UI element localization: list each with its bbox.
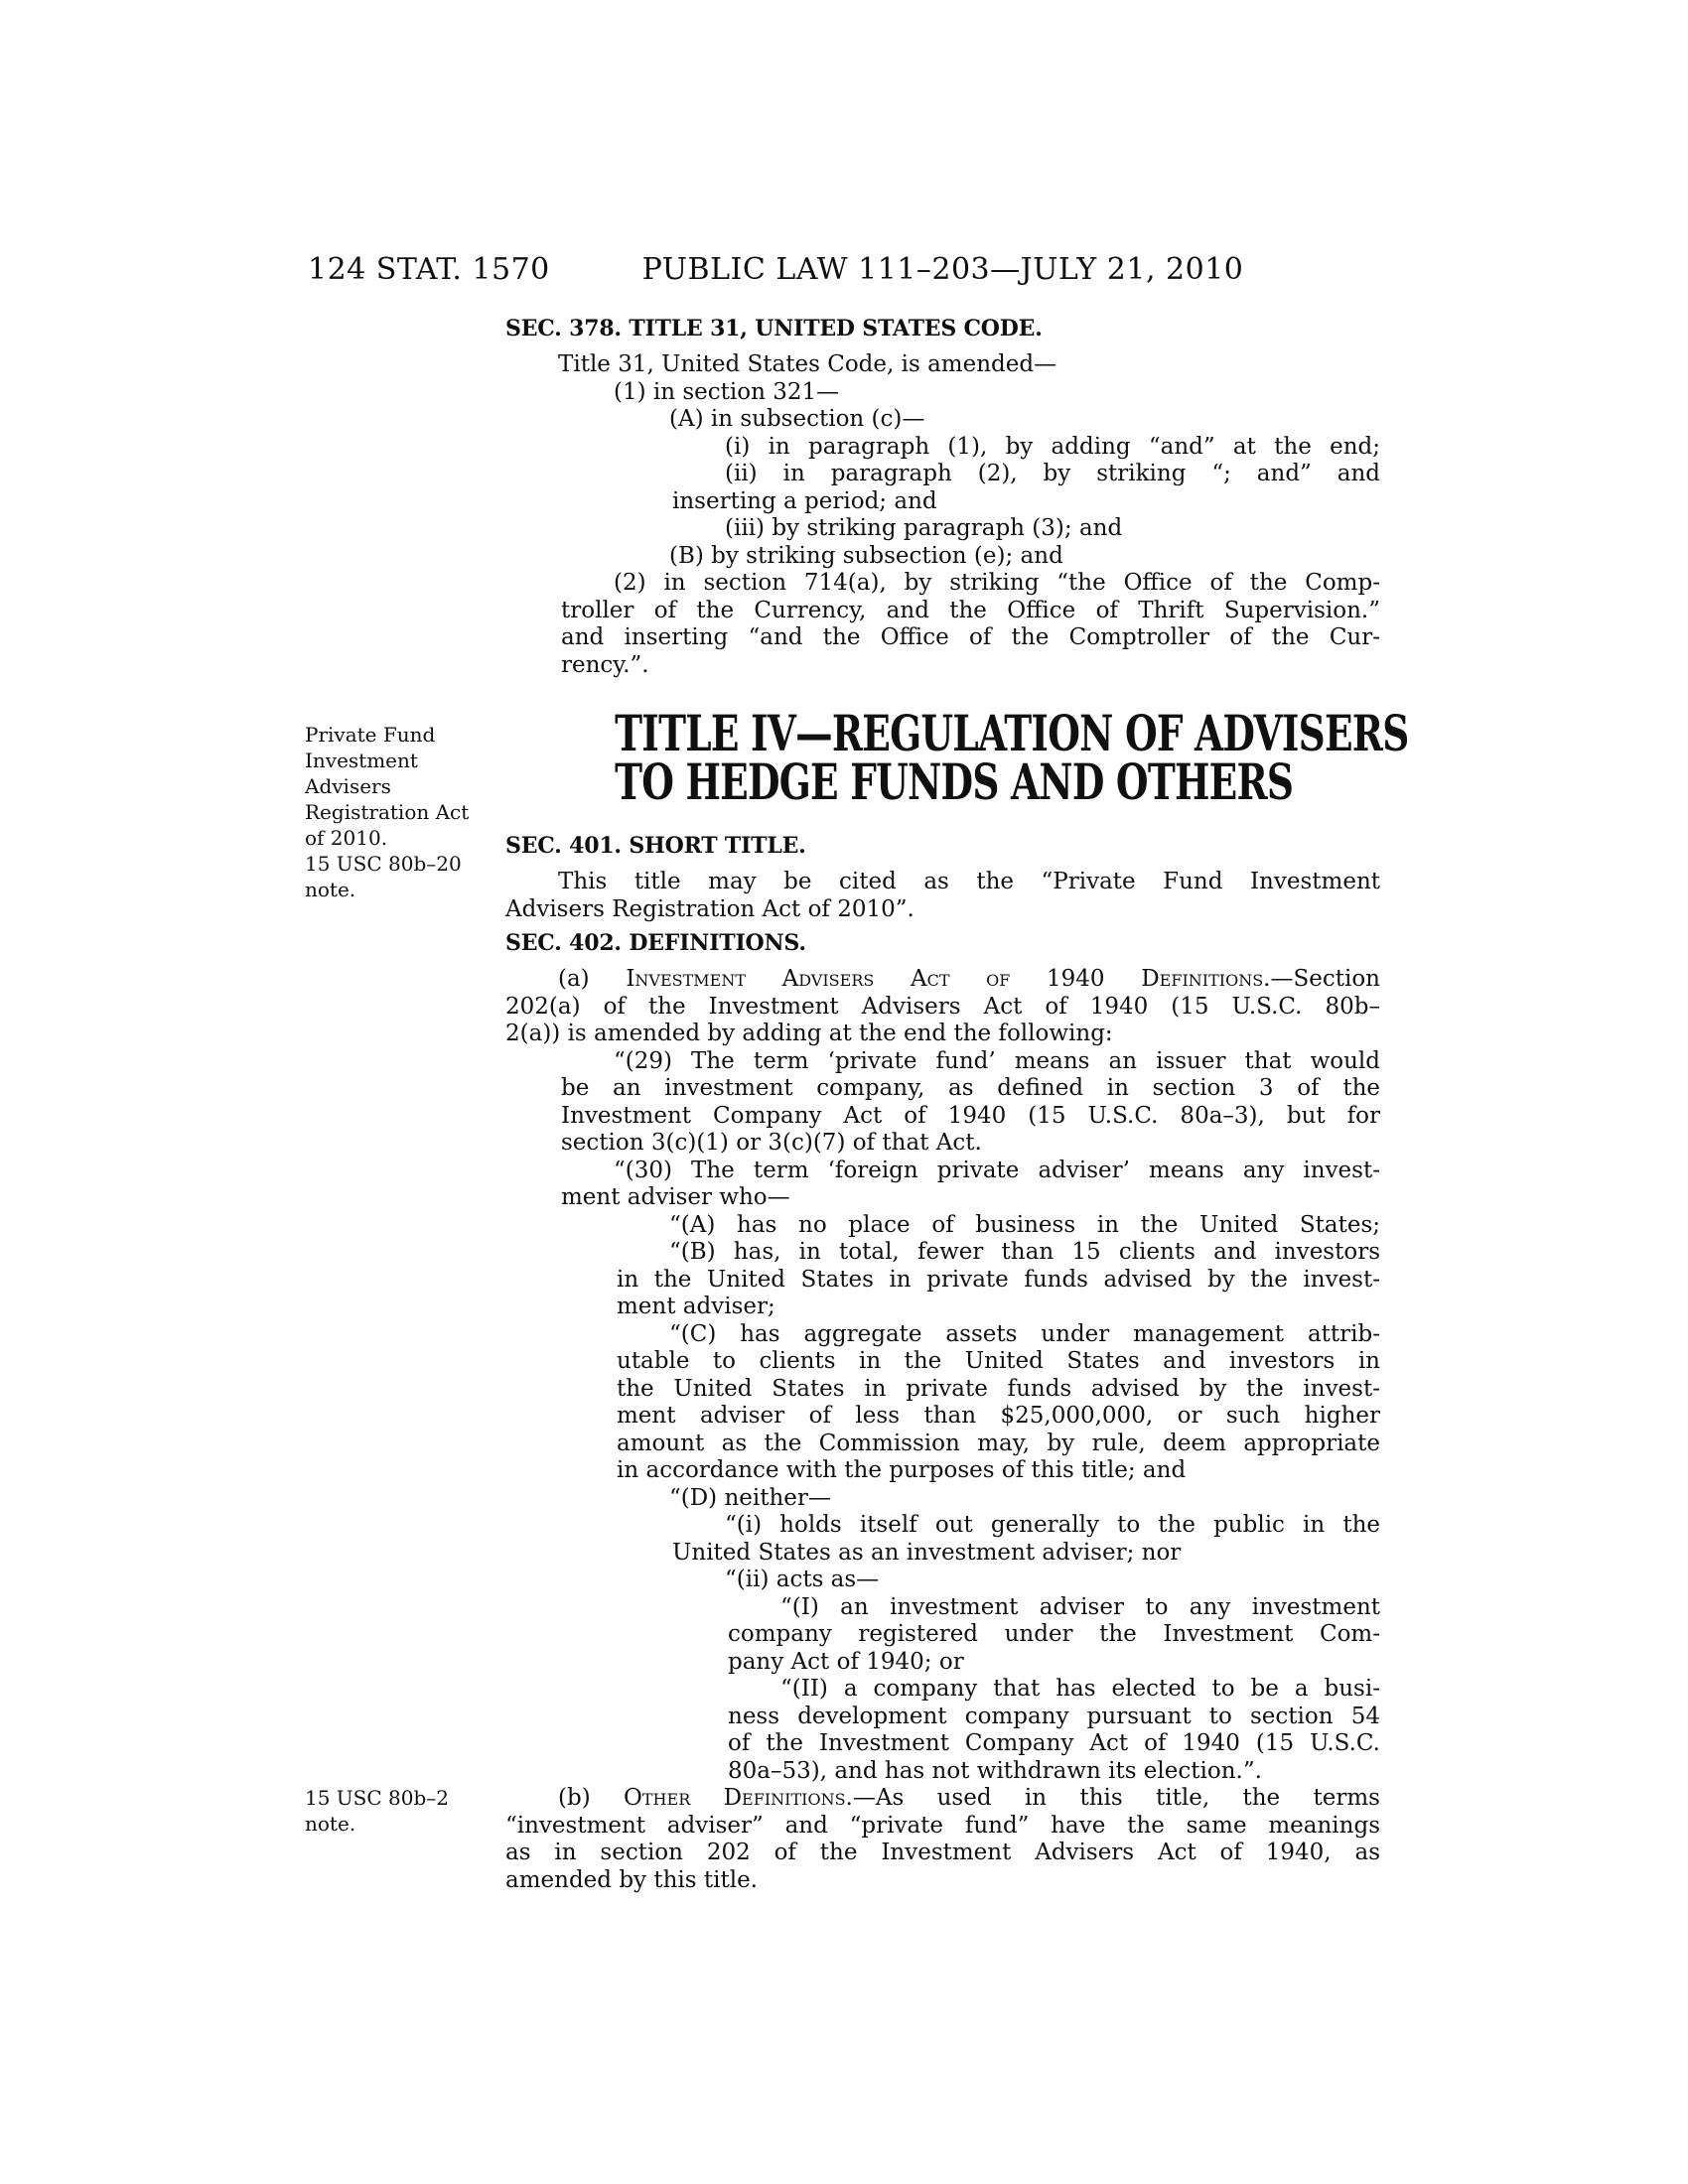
- text-line: (ii) in paragraph (2), by striking “; and” and: [725, 461, 1380, 486]
- text-line: company registered under the Investment Com-: [728, 1621, 1380, 1647]
- margin-note-line: note.: [305, 878, 356, 901]
- text-line: United States as an investment adviser; nor: [672, 1539, 1182, 1566]
- margin-note-usc-citation: [305, 1785, 489, 1837]
- text-line: Investment Company Act of 1940 (15 U.S.C. 80a–3), but for: [561, 1102, 1380, 1129]
- text-line: in the United States in private funds advised by the invest-: [617, 1266, 1380, 1293]
- text-line: This title may be cited as the “Private Fund Investment: [558, 869, 1380, 894]
- text-line: “(II) a company that has elected to be a busi-: [780, 1676, 1380, 1702]
- margin-note-line: Investment: [305, 749, 418, 772]
- small-caps-text: Other Definitions: [624, 1785, 846, 1811]
- text-line: rency.”.: [561, 651, 649, 678]
- text-line: section 3(c)(1) or 3(c)(7) of that Act.: [561, 1130, 982, 1156]
- text-line: pany Act of 1940; or: [728, 1648, 964, 1675]
- text-line: and inserting “and the Office of the Comptroller of the Cur-: [561, 624, 1380, 650]
- text-line: 2(a)) is amended by adding at the end the following:: [505, 1021, 1113, 1046]
- running-header-law: PUBLIC LAW 111–203—JULY 21, 2010: [641, 252, 1244, 287]
- text-line: utable to clients in the United States and investors in: [617, 1348, 1380, 1374]
- text-line: “(C) has aggregate assets under management attrib-: [669, 1320, 1380, 1347]
- margin-note-line: note.: [305, 1812, 356, 1836]
- text-line: “(A) has no place of business in the United States;: [669, 1211, 1380, 1238]
- page-number-stat: 124 STAT. 1570: [308, 252, 550, 287]
- text-line: “(ii) acts as—: [725, 1567, 880, 1592]
- title-heading: [505, 704, 1409, 811]
- section-heading: SEC. 402. DEFINITIONS.: [505, 930, 806, 956]
- text-line: the United States in private funds advised by the invest-: [617, 1375, 1380, 1402]
- text-line: amount as the Commission may, by rule, deem appropriate: [617, 1430, 1380, 1456]
- text-line: as in section 202 of the Investment Advisers Act of 1940, as: [505, 1840, 1380, 1865]
- text-line: [505, 966, 1380, 994]
- text-line: be an investment company, as defined in section 3 of the: [561, 1075, 1380, 1101]
- text-line: ness development company pursuant to section 54: [728, 1703, 1380, 1729]
- margin-note-line: 15 USC 80b–20: [305, 852, 462, 876]
- text-line: (B) by striking subsection (e); and: [669, 542, 1063, 569]
- text-line: [505, 1785, 1380, 1813]
- text-line: Title 31, United States Code, is amended—: [558, 351, 1057, 377]
- text-line: in accordance with the purposes of this title; and: [617, 1457, 1187, 1483]
- text-line: (A) in subsection (c)—: [669, 406, 925, 432]
- margin-note-line: Registration Act: [305, 800, 470, 824]
- title-line: TITLE IV—REGULATION OF ADVISERS: [615, 704, 1409, 762]
- text-line: “(I) an investment adviser to any investment: [780, 1593, 1380, 1620]
- text-line: (iii) by striking paragraph (3); and: [725, 515, 1123, 541]
- text-line: “(D) neither—: [669, 1484, 831, 1511]
- section-heading: SEC. 378. TITLE 31, UNITED STATES CODE.: [505, 316, 1043, 341]
- text-segment: (b): [558, 1785, 625, 1811]
- text-line: (2) in section 714(a), by striking “the Office of the Comp-: [614, 570, 1380, 596]
- margin-note-line: Advisers: [305, 774, 391, 798]
- text-line: “(i) holds itself out generally to the public in the: [725, 1512, 1380, 1538]
- text-line: (i) in paragraph (1), by adding “and” at the end;: [725, 433, 1380, 460]
- text-line: 80a–53), and has not withdrawn its election.”.: [728, 1757, 1262, 1784]
- text-line: inserting a period; and: [672, 487, 937, 514]
- text-line: ment adviser;: [617, 1294, 775, 1319]
- margin-note-line: 15 USC 80b–2: [305, 1786, 449, 1810]
- text-line: “(B) has, in total, fewer than 15 clients and investors: [669, 1239, 1380, 1265]
- title-line: TO HEDGE FUNDS AND OTHERS: [615, 752, 1294, 811]
- text-line: ment adviser of less than $25,000,000, or such higher: [617, 1403, 1380, 1429]
- text-line: “(29) The term ‘private fund’ means an issuer that would: [614, 1047, 1380, 1074]
- text-line: ment adviser who—: [561, 1184, 790, 1210]
- small-caps-text: Investment Advisers Act of 1940 Definitions: [626, 966, 1264, 992]
- text-line: amended by this title.: [505, 1866, 758, 1893]
- text-line: troller of the Currency, and the Office of Thrift Supervision.”: [561, 597, 1380, 623]
- body-column: [505, 316, 1409, 1894]
- section-heading: SEC. 401. SHORT TITLE.: [505, 833, 806, 859]
- text-line: Advisers Registration Act of 2010”.: [505, 895, 914, 922]
- text-line: “investment adviser” and “private fund” have the same meanings: [505, 1812, 1380, 1839]
- margin-note-line: Private Fund: [305, 723, 436, 747]
- text-line: of the Investment Company Act of 1940 (15 U.S.C.: [728, 1730, 1380, 1756]
- margin-note-short-title: [305, 722, 489, 902]
- text-segment: (a): [558, 966, 627, 992]
- text-line: 202(a) of the Investment Advisers Act of 1940 (15 U.S.C. 80b–: [505, 993, 1380, 1020]
- text-line: (1) in section 321—: [614, 378, 840, 405]
- margin-note-line: of 2010.: [305, 826, 388, 850]
- text-segment: .—As used in this title, the terms: [845, 1785, 1380, 1811]
- text-line: “(30) The term ‘foreign private adviser’ means any invest-: [614, 1157, 1380, 1183]
- text-segment: .—Section: [1263, 966, 1380, 992]
